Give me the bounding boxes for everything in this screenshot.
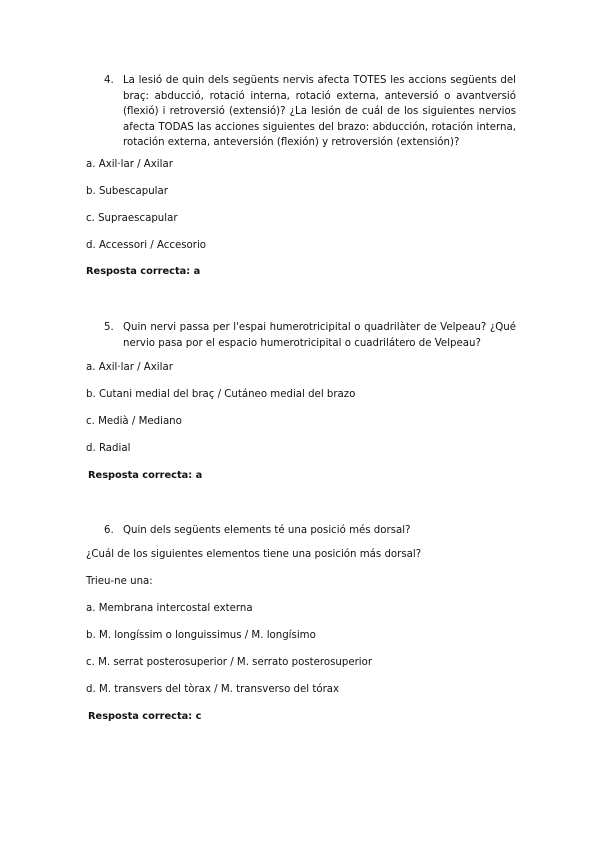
question-4 xyxy=(104,73,516,151)
option-c: c. Supraescapular xyxy=(86,213,178,224)
question-6 xyxy=(104,523,516,539)
question-text: Quin dels següents elements té una posició més dorsal? xyxy=(123,525,411,536)
option-c: c. M. serrat posterosuperior / M. serrato posterosuperior xyxy=(86,657,373,668)
option-b: b. Cutani medial del braç / Cutáneo medial del brazo xyxy=(86,389,356,400)
question-number: 6. xyxy=(104,525,114,536)
option-b: b. Subescapular xyxy=(86,186,168,197)
correct-answer: Resposta correcta: a xyxy=(86,266,201,277)
option-a: a. Axil·lar / Axilar xyxy=(86,362,173,373)
question-number: 5. xyxy=(104,322,114,333)
question-number: 4. xyxy=(104,75,114,86)
option-d: d. Accessori / Accesorio xyxy=(86,240,207,251)
question-translation: ¿Cuál de los siguientes elementos tiene una posición más dorsal? xyxy=(86,549,422,560)
instruction: Trieu-ne una: xyxy=(86,576,153,587)
question-text: La lesió de quin dels següents nervis afecta TOTES les accions següents del braç: abducció, rotació interna, rotació externa, anteversió o avantversió (flexió) i retroversió (extensió)? ¿La lesión de cuál de los siguientes nervios afecta TODAS las acciones siguientes del brazo: abducción, rotación interna, rotación externa, anteversión (flexión) y retroversión (extensión)? xyxy=(123,75,516,149)
question-5 xyxy=(104,320,516,351)
option-d: d. Radial xyxy=(86,443,131,454)
question-text: Quin nervi passa per l'espai humerotricipital o quadrilàter de Velpeau? ¿Qué nervio pasa por el espacio humerotricipital o cuadrilátero de Velpeau? xyxy=(123,322,516,349)
correct-answer: Resposta correcta: a xyxy=(88,470,203,481)
option-a: a. Axil·lar / Axilar xyxy=(86,159,173,170)
option-b: b. M. longíssim o longuissimus / M. longísimo xyxy=(86,630,316,641)
option-a: a. Membrana intercostal externa xyxy=(86,603,253,614)
correct-answer: Resposta correcta: c xyxy=(88,711,202,722)
option-c: c. Medià / Mediano xyxy=(86,416,182,427)
option-d: d. M. transvers del tòrax / M. transverso del tórax xyxy=(86,684,340,695)
